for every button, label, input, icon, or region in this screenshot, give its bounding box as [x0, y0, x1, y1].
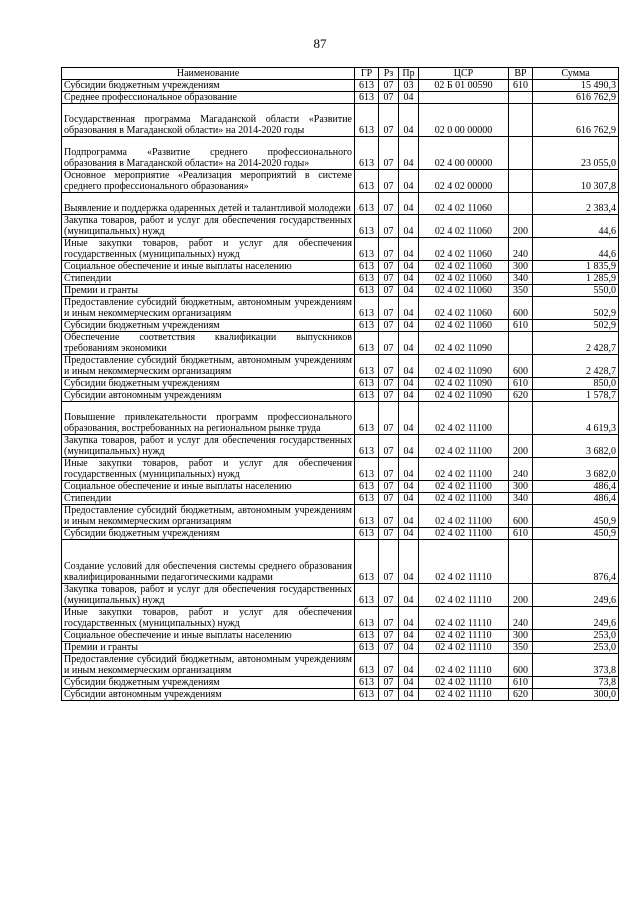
- row-pr: 04: [399, 193, 419, 215]
- row-rz: 07: [379, 654, 399, 677]
- row-vr: 610: [509, 320, 533, 332]
- row-vr: 600: [509, 355, 533, 378]
- row-name: Государственная программа Магаданской области «Развитие образования в Магаданской области» на 2014-2020 годы: [62, 104, 355, 137]
- row-name: Субсидии бюджетным учреждениям: [62, 528, 355, 540]
- row-rz: 07: [379, 493, 399, 505]
- row-vr: [509, 170, 533, 193]
- row-name: Премии и гранты: [62, 285, 355, 297]
- row-gr: 613: [355, 92, 379, 104]
- row-csr: 02 4 02 11110: [419, 689, 509, 701]
- row-name: Стипендии: [62, 273, 355, 285]
- row-rz: 07: [379, 584, 399, 607]
- row-csr: 02 4 02 11110: [419, 654, 509, 677]
- row-gr: 613: [355, 261, 379, 273]
- table-row: [62, 390, 619, 402]
- row-rz: 07: [379, 528, 399, 540]
- row-sum: 450,9: [533, 528, 619, 540]
- table-row: [62, 481, 619, 493]
- table-row: [62, 630, 619, 642]
- row-name: Иные закупки товаров, работ и услуг для обеспечения государственных (муниципальных) нужд: [62, 458, 355, 481]
- header-vr: ВР: [509, 68, 533, 80]
- row-sum: 4 619,3: [533, 402, 619, 435]
- row-pr: 04: [399, 540, 419, 584]
- table-row: [62, 104, 619, 137]
- row-gr: 613: [355, 137, 379, 170]
- row-gr: 613: [355, 677, 379, 689]
- row-rz: 07: [379, 402, 399, 435]
- table-row: [62, 355, 619, 378]
- row-vr: [509, 104, 533, 137]
- row-vr: 300: [509, 481, 533, 493]
- row-sum: 502,9: [533, 320, 619, 332]
- row-rz: 07: [379, 540, 399, 584]
- row-vr: 610: [509, 378, 533, 390]
- row-pr: 04: [399, 273, 419, 285]
- row-vr: 350: [509, 642, 533, 654]
- page-number: 87: [313, 36, 327, 51]
- row-csr: 02 4 02 11060: [419, 320, 509, 332]
- row-csr: [419, 92, 509, 104]
- row-csr: 02 4 02 11110: [419, 540, 509, 584]
- row-pr: 04: [399, 215, 419, 238]
- table-row: [62, 215, 619, 238]
- row-vr: 610: [509, 528, 533, 540]
- row-gr: 613: [355, 435, 379, 458]
- row-vr: 340: [509, 493, 533, 505]
- row-vr: 200: [509, 215, 533, 238]
- row-pr: 04: [399, 435, 419, 458]
- row-sum: 502,9: [533, 297, 619, 320]
- row-gr: 613: [355, 630, 379, 642]
- row-rz: 07: [379, 435, 399, 458]
- row-pr: 04: [399, 402, 419, 435]
- row-sum: 2 428,7: [533, 355, 619, 378]
- row-csr: 02 4 02 11100: [419, 458, 509, 481]
- row-rz: 07: [379, 320, 399, 332]
- row-rz: 07: [379, 261, 399, 273]
- row-vr: 340: [509, 273, 533, 285]
- row-vr: [509, 92, 533, 104]
- row-gr: 613: [355, 505, 379, 528]
- header-sum: Сумма: [533, 68, 619, 80]
- table-row: [62, 607, 619, 630]
- row-gr: 613: [355, 355, 379, 378]
- row-name: Субсидии бюджетным учреждениям: [62, 378, 355, 390]
- row-pr: 04: [399, 677, 419, 689]
- row-csr: 02 4 02 00000: [419, 170, 509, 193]
- row-pr: 04: [399, 584, 419, 607]
- row-pr: 04: [399, 170, 419, 193]
- row-pr: 04: [399, 92, 419, 104]
- table-row: [62, 320, 619, 332]
- row-gr: 613: [355, 402, 379, 435]
- row-csr: 02 0 00 00000: [419, 104, 509, 137]
- header-csr: ЦСР: [419, 68, 509, 80]
- row-rz: 07: [379, 137, 399, 170]
- row-sum: 15 490,3: [533, 80, 619, 92]
- row-csr: 02 4 02 11060: [419, 297, 509, 320]
- row-sum: 616 762,9: [533, 92, 619, 104]
- row-vr: 200: [509, 435, 533, 458]
- row-vr: 610: [509, 677, 533, 689]
- row-pr: 04: [399, 630, 419, 642]
- row-gr: 613: [355, 540, 379, 584]
- row-name: Создание условий для обеспечения системы среднего образования квалифицированными педагогическими кадрами: [62, 540, 355, 584]
- row-csr: 02 4 02 11060: [419, 215, 509, 238]
- row-pr: 04: [399, 642, 419, 654]
- row-sum: 249,6: [533, 584, 619, 607]
- row-name: Предоставление субсидий бюджетным, автономным учреждениям и иным некоммерческим организациям: [62, 505, 355, 528]
- row-csr: 02 4 02 11060: [419, 285, 509, 297]
- row-pr: 04: [399, 378, 419, 390]
- row-gr: 613: [355, 654, 379, 677]
- row-pr: 04: [399, 320, 419, 332]
- row-rz: 07: [379, 273, 399, 285]
- row-name: Иные закупки товаров, работ и услуг для обеспечения государственных (муниципальных) нужд: [62, 238, 355, 261]
- row-rz: 07: [379, 642, 399, 654]
- row-sum: 3 682,0: [533, 435, 619, 458]
- header-gr: ГР: [355, 68, 379, 80]
- row-sum: 73,8: [533, 677, 619, 689]
- row-name: Субсидии бюджетным учреждениям: [62, 677, 355, 689]
- row-rz: 07: [379, 390, 399, 402]
- row-vr: 600: [509, 505, 533, 528]
- row-pr: 04: [399, 104, 419, 137]
- row-name: Повышение привлекательности программ профессионального образования, востребованных на региональном рынке труда: [62, 402, 355, 435]
- row-vr: 620: [509, 689, 533, 701]
- row-name: Субсидии автономным учреждениям: [62, 689, 355, 701]
- row-name: Субсидии бюджетным учреждениям: [62, 320, 355, 332]
- budget-table: [61, 67, 619, 701]
- row-name: Выявление и поддержка одаренных детей и талантливой молодежи: [62, 193, 355, 215]
- table-row: [62, 285, 619, 297]
- row-vr: 300: [509, 261, 533, 273]
- row-vr: 240: [509, 238, 533, 261]
- row-pr: 04: [399, 238, 419, 261]
- row-pr: 04: [399, 332, 419, 355]
- table-header-row: [62, 68, 619, 80]
- row-gr: 613: [355, 378, 379, 390]
- row-rz: 07: [379, 285, 399, 297]
- row-rz: 07: [379, 170, 399, 193]
- row-name: Предоставление субсидий бюджетным, автономным учреждениям и иным некоммерческим организациям: [62, 654, 355, 677]
- row-sum: 249,6: [533, 607, 619, 630]
- row-rz: 07: [379, 104, 399, 137]
- row-pr: 04: [399, 297, 419, 320]
- row-gr: 613: [355, 80, 379, 92]
- row-sum: 550,0: [533, 285, 619, 297]
- row-sum: 1 835,9: [533, 261, 619, 273]
- row-rz: 07: [379, 238, 399, 261]
- row-name: Предоставление субсидий бюджетным, автономным учреждениям и иным некоммерческим организациям: [62, 355, 355, 378]
- row-gr: 613: [355, 689, 379, 701]
- row-rz: 07: [379, 458, 399, 481]
- row-gr: 613: [355, 584, 379, 607]
- row-sum: 3 682,0: [533, 458, 619, 481]
- row-rz: 07: [379, 607, 399, 630]
- row-name: Среднее профессиональное образование: [62, 92, 355, 104]
- row-pr: 04: [399, 261, 419, 273]
- row-sum: 2 428,7: [533, 332, 619, 355]
- row-name: Предоставление субсидий бюджетным, автономным учреждениям и иным некоммерческим организациям: [62, 297, 355, 320]
- row-pr: 03: [399, 80, 419, 92]
- row-gr: 613: [355, 607, 379, 630]
- row-vr: 240: [509, 458, 533, 481]
- table-row: [62, 458, 619, 481]
- row-vr: 200: [509, 584, 533, 607]
- row-csr: 02 4 02 11100: [419, 402, 509, 435]
- row-pr: 04: [399, 607, 419, 630]
- row-csr: 02 4 02 11110: [419, 607, 509, 630]
- row-name: Социальное обеспечение и иные выплаты населению: [62, 261, 355, 273]
- row-sum: 44,6: [533, 238, 619, 261]
- row-name: Субсидии автономным учреждениям: [62, 390, 355, 402]
- row-sum: 253,0: [533, 642, 619, 654]
- table-row: [62, 540, 619, 584]
- table-row: [62, 170, 619, 193]
- row-name: Закупка товаров, работ и услуг для обеспечения государственных (муниципальных) нужд: [62, 435, 355, 458]
- row-name: Основное мероприятие «Реализация мероприятий в системе среднего профессионального образования»: [62, 170, 355, 193]
- table-row: [62, 493, 619, 505]
- table-row: [62, 378, 619, 390]
- row-sum: 876,4: [533, 540, 619, 584]
- row-gr: 613: [355, 215, 379, 238]
- row-vr: 610: [509, 80, 533, 92]
- table-row: [62, 193, 619, 215]
- row-rz: 07: [379, 689, 399, 701]
- row-pr: 04: [399, 493, 419, 505]
- row-sum: 44,6: [533, 215, 619, 238]
- row-gr: 613: [355, 297, 379, 320]
- row-gr: 613: [355, 390, 379, 402]
- row-vr: [509, 540, 533, 584]
- row-name: Обеспечение соответствия квалификации выпускников требованиям экономики: [62, 332, 355, 355]
- row-vr: 350: [509, 285, 533, 297]
- row-vr: [509, 193, 533, 215]
- row-csr: 02 4 02 11100: [419, 505, 509, 528]
- row-sum: 486,4: [533, 481, 619, 493]
- row-csr: 02 4 02 11090: [419, 332, 509, 355]
- table-row: [62, 137, 619, 170]
- row-csr: 02 4 02 11110: [419, 642, 509, 654]
- table-row: [62, 528, 619, 540]
- row-name: Субсидии бюджетным учреждениям: [62, 80, 355, 92]
- row-rz: 07: [379, 215, 399, 238]
- row-rz: 07: [379, 297, 399, 320]
- row-sum: 10 307,8: [533, 170, 619, 193]
- row-sum: 253,0: [533, 630, 619, 642]
- row-csr: 02 4 02 11100: [419, 528, 509, 540]
- row-gr: 613: [355, 642, 379, 654]
- table-row: [62, 238, 619, 261]
- table-row: [62, 261, 619, 273]
- row-pr: 04: [399, 285, 419, 297]
- row-sum: 373,8: [533, 654, 619, 677]
- table-row: [62, 273, 619, 285]
- table-row: [62, 677, 619, 689]
- row-name: Закупка товаров, работ и услуг для обеспечения государственных (муниципальных) нужд: [62, 584, 355, 607]
- table-row: [62, 297, 619, 320]
- row-vr: 240: [509, 607, 533, 630]
- table-row: [62, 332, 619, 355]
- row-csr: 02 4 02 11110: [419, 677, 509, 689]
- row-name: Стипендии: [62, 493, 355, 505]
- row-vr: [509, 137, 533, 170]
- header-name: Наименование: [62, 68, 355, 80]
- row-rz: 07: [379, 92, 399, 104]
- row-pr: 04: [399, 481, 419, 493]
- row-name: Премии и гранты: [62, 642, 355, 654]
- row-gr: 613: [355, 528, 379, 540]
- row-name: Закупка товаров, работ и услуг для обеспечения государственных (муниципальных) нужд: [62, 215, 355, 238]
- row-rz: 07: [379, 505, 399, 528]
- row-name: Подпрограмма «Развитие среднего профессионального образования в Магаданской области» на 2014-2020 годы»: [62, 137, 355, 170]
- row-gr: 613: [355, 493, 379, 505]
- row-csr: 02 4 02 11060: [419, 273, 509, 285]
- row-name: Социальное обеспечение и иные выплаты населению: [62, 630, 355, 642]
- row-name: Иные закупки товаров, работ и услуг для обеспечения государственных (муниципальных) нужд: [62, 607, 355, 630]
- row-sum: 486,4: [533, 493, 619, 505]
- row-csr: 02 4 02 11100: [419, 493, 509, 505]
- row-csr: 02 4 02 11110: [419, 584, 509, 607]
- row-sum: 23 055,0: [533, 137, 619, 170]
- row-sum: 450,9: [533, 505, 619, 528]
- row-vr: [509, 402, 533, 435]
- row-pr: 04: [399, 528, 419, 540]
- table-row: [62, 402, 619, 435]
- table-row: [62, 584, 619, 607]
- row-vr: 620: [509, 390, 533, 402]
- row-vr: 300: [509, 630, 533, 642]
- row-gr: 613: [355, 170, 379, 193]
- row-vr: 600: [509, 297, 533, 320]
- table-row: [62, 505, 619, 528]
- table-row: [62, 92, 619, 104]
- table-row: [62, 689, 619, 701]
- row-rz: 07: [379, 193, 399, 215]
- row-sum: 616 762,9: [533, 104, 619, 137]
- table-row: [62, 642, 619, 654]
- row-rz: 07: [379, 332, 399, 355]
- table-row: [62, 435, 619, 458]
- row-rz: 07: [379, 481, 399, 493]
- header-pr: Пр: [399, 68, 419, 80]
- row-gr: 613: [355, 273, 379, 285]
- row-csr: 02 4 02 11110: [419, 630, 509, 642]
- row-pr: 04: [399, 505, 419, 528]
- row-sum: 850,0: [533, 378, 619, 390]
- row-pr: 04: [399, 689, 419, 701]
- row-name: Социальное обеспечение и иные выплаты населению: [62, 481, 355, 493]
- row-csr: 02 4 02 11090: [419, 355, 509, 378]
- table-row: [62, 80, 619, 92]
- row-vr: [509, 332, 533, 355]
- row-sum: 2 383,4: [533, 193, 619, 215]
- row-csr: 02 4 02 11060: [419, 193, 509, 215]
- table-row: [62, 654, 619, 677]
- row-rz: 07: [379, 378, 399, 390]
- row-pr: 04: [399, 137, 419, 170]
- row-csr: 02 Б 01 00590: [419, 80, 509, 92]
- row-csr: 02 4 02 11060: [419, 261, 509, 273]
- row-gr: 613: [355, 458, 379, 481]
- row-pr: 04: [399, 654, 419, 677]
- header-rz: Рз: [379, 68, 399, 80]
- row-gr: 613: [355, 332, 379, 355]
- row-pr: 04: [399, 390, 419, 402]
- row-rz: 07: [379, 677, 399, 689]
- row-vr: 600: [509, 654, 533, 677]
- row-gr: 613: [355, 104, 379, 137]
- row-csr: 02 4 02 11090: [419, 378, 509, 390]
- row-csr: 02 4 02 11100: [419, 435, 509, 458]
- row-rz: 07: [379, 355, 399, 378]
- row-csr: 02 4 02 11090: [419, 390, 509, 402]
- row-csr: 02 4 02 11100: [419, 481, 509, 493]
- row-gr: 613: [355, 285, 379, 297]
- row-gr: 613: [355, 238, 379, 261]
- row-gr: 613: [355, 481, 379, 493]
- row-gr: 613: [355, 193, 379, 215]
- row-rz: 07: [379, 80, 399, 92]
- row-sum: 300,0: [533, 689, 619, 701]
- row-pr: 04: [399, 355, 419, 378]
- row-csr: 02 4 00 00000: [419, 137, 509, 170]
- row-gr: 613: [355, 320, 379, 332]
- row-sum: 1 285,9: [533, 273, 619, 285]
- row-rz: 07: [379, 630, 399, 642]
- row-csr: 02 4 02 11060: [419, 238, 509, 261]
- row-pr: 04: [399, 458, 419, 481]
- row-sum: 1 578,7: [533, 390, 619, 402]
